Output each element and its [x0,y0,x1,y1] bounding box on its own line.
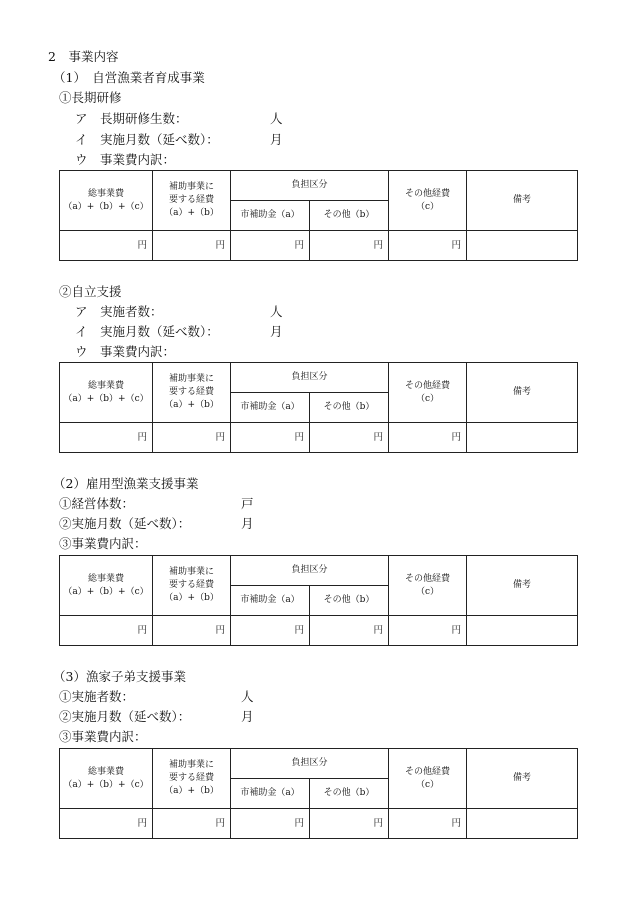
header-city-subsidy: 市補助金（a） [231,779,310,809]
months-unit-2: 月 [270,324,283,339]
table-row [60,616,578,646]
cell-total: 円 [60,231,153,261]
header-other-cost: その他経費 （c） [389,556,467,616]
months-unit-3: 月 [241,516,254,531]
cell-subsidy: 円 [153,809,231,839]
months-row-3 [59,516,254,532]
cell-other-cost: 円 [389,616,467,646]
cell-city: 円 [231,423,310,453]
cost-table-3 [59,555,578,646]
cost-table-1 [59,170,578,261]
header-other-b: その他（b） [310,393,389,423]
header-subsidy-cost: 補助事業に 要する経費 （a）+（b） [153,749,231,809]
header-burden: 負担区分 [231,363,389,393]
cell-other-b: 円 [310,809,389,839]
trainee-count-unit: 人 [270,111,283,126]
header-other-b: その他（b） [310,779,389,809]
section-2-title: （2）雇用型漁業支援事業 [53,476,199,491]
breakdown-label-4: ③事業費内訳： [59,729,147,744]
months-unit-4: 月 [241,709,254,724]
implementer-count-row [59,689,254,705]
months-row-4 [59,709,254,725]
table-row [60,809,578,839]
cell-remarks [467,616,578,646]
trainee-count-label: ア 長期研修生数： [75,111,188,126]
header-city-subsidy: 市補助金（a） [231,586,310,616]
business-count-label: ①経営体数： [59,496,135,511]
cell-other-cost: 円 [389,423,467,453]
header-total-cost: 総事業費 （a）+（b）+（c） [60,363,153,423]
implementer-count-label: ①実施者数： [59,689,135,704]
header-burden: 負担区分 [231,749,389,779]
header-burden: 負担区分 [231,171,389,201]
months-label-4: ②実施月数（延べ数）： [59,709,191,724]
cell-subsidy: 円 [153,423,231,453]
header-total-cost: 総事業費 （a）+（b）+（c） [60,171,153,231]
business-count-unit: 戸 [241,496,254,511]
header-remarks: 備考 [467,556,578,616]
participant-count-label: ア 実施者数： [75,304,163,319]
header-total-cost: 総事業費 （a）+（b）+（c） [60,749,153,809]
section-3-title: （3）漁家子弟支援事業 [53,669,186,684]
header-burden: 負担区分 [231,556,389,586]
cell-city: 円 [231,616,310,646]
months-label-1: イ 実施月数（延べ数）： [75,132,219,147]
breakdown-label-3: ③事業費内訳： [59,536,147,551]
trainee-count-row [75,111,283,127]
cell-subsidy: 円 [153,231,231,261]
cell-remarks [467,423,578,453]
header-city-subsidy: 市補助金（a） [231,201,310,231]
header-remarks: 備考 [467,749,578,809]
header-remarks: 備考 [467,171,578,231]
months-unit-1: 月 [270,132,283,147]
participant-count-unit: 人 [270,304,283,319]
cell-remarks [467,231,578,261]
header-other-cost: その他経費 （c） [389,749,467,809]
header-subsidy-cost: 補助事業に 要する経費 （a）+（b） [153,171,231,231]
months-label-2: イ 実施月数（延べ数）： [75,324,219,339]
cost-table-4 [59,748,578,839]
cell-other-b: 円 [310,423,389,453]
cell-total: 円 [60,616,153,646]
header-total-cost: 総事業費 （a）+（b）+（c） [60,556,153,616]
header-other-cost: その他経費 （c） [389,363,467,423]
cell-subsidy: 円 [153,616,231,646]
cell-total: 円 [60,423,153,453]
independence-support-title: ②自立支援 [59,284,122,299]
header-remarks: 備考 [467,363,578,423]
breakdown-label-2: ウ 事業費内訳： [75,344,176,359]
business-count-row [59,496,254,512]
breakdown-label-1: ウ 事業費内訳： [75,152,176,167]
header-other-cost: その他経費 （c） [389,171,467,231]
cell-other-cost: 円 [389,809,467,839]
cell-other-cost: 円 [389,231,467,261]
implementer-count-unit: 人 [241,689,254,704]
participant-count-row [75,304,283,320]
cell-total: 円 [60,809,153,839]
header-other-b: その他（b） [310,586,389,616]
long-term-training-title: ①長期研修 [59,90,122,105]
cell-city: 円 [231,231,310,261]
cell-city: 円 [231,809,310,839]
months-row-1 [75,132,283,148]
header-other-b: その他（b） [310,201,389,231]
section-heading: 2 事業内容 [48,49,119,64]
header-subsidy-cost: 補助事業に 要する経費 （a）+（b） [153,556,231,616]
header-subsidy-cost: 補助事業に 要する経費 （a）+（b） [153,363,231,423]
months-row-2 [75,324,283,340]
section-1-title: （1） 自営漁業者育成事業 [53,70,205,85]
cell-remarks [467,809,578,839]
cell-other-b: 円 [310,616,389,646]
cell-other-b: 円 [310,231,389,261]
table-row [60,423,578,453]
header-city-subsidy: 市補助金（a） [231,393,310,423]
cost-table-2 [59,362,578,453]
months-label-3: ②実施月数（延べ数）： [59,516,191,531]
table-row [60,231,578,261]
